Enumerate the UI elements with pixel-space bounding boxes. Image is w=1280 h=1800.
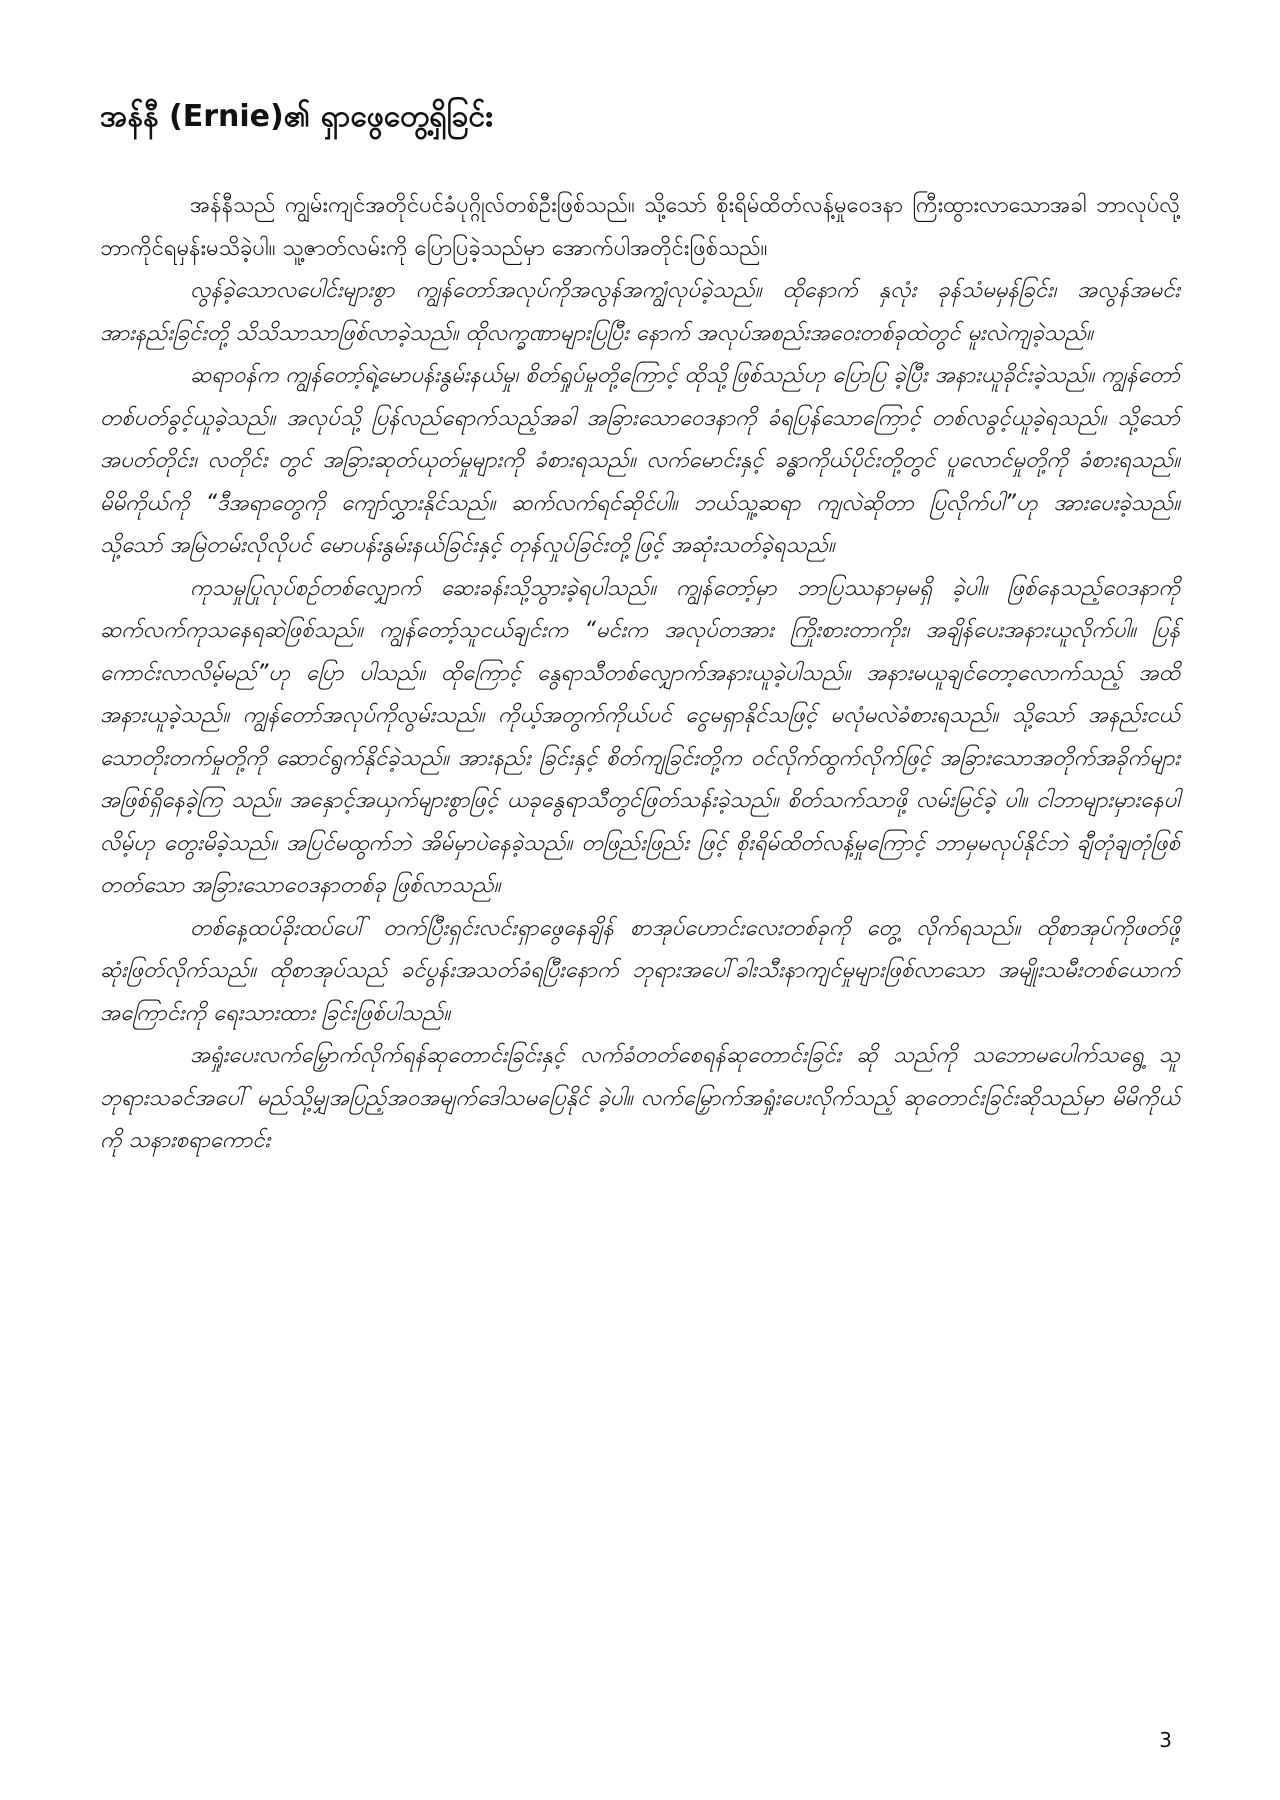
paragraph-5: တစ်နေ့ထပ်ခိုးထပ်ပေါ် တက်ပြီးရှင်းလင်းရှာဖွေနေချိန် စာအုပ်ဟောင်းလေးတစ်ခုကို တွေ့ လိုက်ရသည်။ ထိုစာအုပ်ကိုဖတ်ဖို့ ဆုံးဖြတ်လိုက်သည်။ ထိုစာအုပ်သည် ခင်ပွန်းအသတ်ခံရပြီးနောက် ဘုရားအပေါ်ခါးသီးနာကျင်မှုများဖြစ်လာသော အမျိုးသမီးတစ်ယောက်အကြောင်းကို ရေးသားထား ခြင်းဖြစ်ပါသည်။ [100,915,1180,1026]
paragraph-3: ဆရာဝန်က ကျွန်တော့်ရဲ့မောပန်းနွမ်းနယ်မှု၊ စိတ်ရှုပ်မှုတို့ကြောင့် ထိုသို့ဖြစ်သည်ဟု ပြောပြ ခဲ့ပြီး အနားယူခိုင်းခဲ့သည်။ ကျွန်တော် တစ်ပတ်ခွင့်ယူခဲ့သည်။ အလုပ်သို့ ပြန်လည်ရောက်သည့်အခါ အခြားသောဝေဒနာကို ခံရပြန်သောကြောင့် တစ်လခွင့်ယူခဲ့ရသည်။ သို့သော် အပတ်တိုင်း၊ လတိုင်း တွင် အခြားဆုတ်ယုတ်မှုများကို ခံစားရသည်။ လက်မောင်းနှင့် ခန္ဓာကိုယ်ပိုင်းတို့တွင် ပူလောင်မှုတို့ကို ခံစားရသည်။ မိမိကိုယ်ကို “ဒီအရာတွေကို ကျော်လွှားနိုင်သည်။ ဆက်လက်ရင်ဆိုင်ပါ။ ဘယ်သူ့ဆရာ ကျလဲဆိုတာ ပြလိုက်ပါ”ဟု အားပေးခဲ့သည်။ သို့သော် အမြဲတမ်းလိုလိုပင် မောပန်းနွမ်းနယ်ခြင်းနှင့် တုန်လှုပ်ခြင်းတို့ဖြင့် အဆုံးသတ်ခဲ့ရသည်။ [100,363,1180,558]
page-title: အန်နီ (Ernie)၏ ရှာဖွေတွေ့ရှိခြင်း [100,99,493,134]
paragraph-4: ကုသမှုပြုလုပ်စဉ်တစ်လျှောက် ဆေးခန်းသို့သွားခဲ့ရပါသည်။ ကျွန်တော့်မှာ ဘာပြဿနာမှမရှိ ခဲ့ပါ။ ဖြစ်နေသည့်ဝေဒနာကို ဆက်လက်ကုသနေရဆဲဖြစ်သည်။ ကျွန်တော့်သူငယ်ချင်းက “မင်းက အလုပ်တအား ကြိုးစားတာကိုး၊ အချိန်ပေးအနားယူလိုက်ပါ။ ပြန်ကောင်းလာလိမ့်မည်”ဟု ပြော ပါသည်။ ထိုကြောင့် နွေရာသီတစ်လျှောက်အနားယူခဲ့ပါသည်။ အနားမယူချင်တော့လောက်သည့် အထိ အနားယူခဲ့သည်။ ကျွန်တော်အလုပ်ကိုလွမ်းသည်။ ကိုယ့်အတွက်ကိုယ်ပင် ငွေမရှာနိုင်သဖြင့် မလုံမလဲခံစားရသည်။ သို့သော် အနည်းငယ်သောတိုးတက်မှုတို့ကို ဆောင်ရွက်နိုင်ခဲ့သည်။ အားနည်း ခြင်းနှင့် စိတ်ကျခြင်းတို့က ဝင်လိုက်ထွက်လိုက်ဖြင့် အခြားသောအတိုက်အခိုက်များ အဖြစ်ရှိနေခဲ့ကြ သည်။ အနှောင့်အယှက်များစွာဖြင့် ယခုနွေရာသီတွင်ဖြတ်သန်းခဲ့သည်။ စိတ်သက်သာဖို့ လမ်းမြင်ခဲ့ ပါ။ ငါဘာများမှားနေပါလိမ့်ဟု တွေးမိခဲ့သည်။ အပြင်မထွက်ဘဲ အိမ်မှာပဲနေခဲ့သည်။ တဖြည်းဖြည်း ဖြင့် စိုးရိမ်ထိတ်လန့်မှုကြောင့် ဘာမှမလုပ်နိုင်ဘဲ ချီတုံချတုံဖြစ်တတ်သော အခြားသောဝေဒနာတစ်ခု ဖြစ်လာသည်။ [100,575,1180,898]
page-number: 3 [1159,1728,1172,1752]
paragraph-6: အရှုံးပေးလက်မြှောက်လိုက်ရန်ဆုတောင်းခြင်းနှင့် လက်ခံတတ်စေရန်ဆုတောင်းခြင်း ဆို သည်ကို သဘောမပေါက်သရွေ့ သူ ဘုရားသခင်အပေါ် မည်သို့မျှအပြည့်အဝအမျက်ဒေါသမပြေနိုင် ခဲ့ပါ။ လက်မြှောက်အရှုံးပေးလိုက်သည့် ဆုတောင်းခြင်းဆိုသည်မှာ မိမိကိုယ်ကို သနားစရာကောင်း [100,1043,1180,1153]
paragraph-2: လွန်ခဲ့သောလပေါင်းများစွာ ကျွန်တော်အလုပ်ကိုအလွန်အကျွံလုပ်ခဲ့သည်။ ထိုနောက် နှလုံး ခုန်သံမမှန်ခြင်း၊ အလွန်အမင်းအားနည်းခြင်းတို့ သိသိသာသာဖြစ်လာခဲ့သည်။ ထိုလက္ခဏာများပြပြီး နောက် အလုပ်အစည်းအဝေးတစ်ခုထဲတွင် မူးလဲကျခဲ့သည်။ [100,278,1180,346]
body-text [100,185,1180,1163]
paragraph-1: အန်နီသည် ကျွမ်းကျင်အတိုင်ပင်ခံပုဂ္ဂိုလ်တစ်ဦးဖြစ်သည်။ သို့သော် စိုးရိမ်ထိတ်လန့်မှုဝေဒနာ ကြီးထွားလာသောအခါ ဘာလုပ်လို့ဘာကိုင်ရမှန်းမသိခဲ့ပါ။ သူ့ဇာတ်လမ်းကို ပြောပြခဲ့သည်မှာ အောက်ပါအတိုင်းဖြစ်သည်။ [100,193,1180,261]
